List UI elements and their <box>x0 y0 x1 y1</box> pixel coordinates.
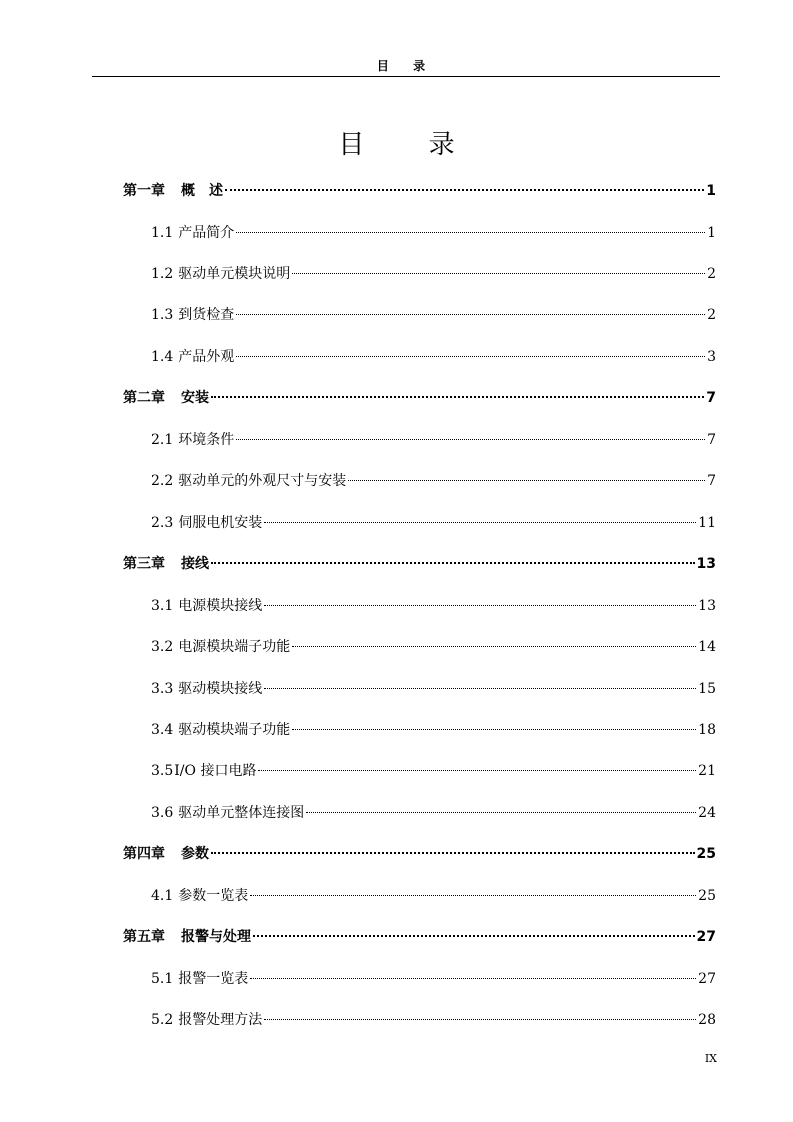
toc-entry-section[interactable] <box>151 304 716 326</box>
leader-dots <box>250 978 696 979</box>
leader-dots <box>253 935 695 937</box>
leader-dots <box>264 522 696 523</box>
toc-entry-section[interactable] <box>151 595 716 617</box>
toc-entry-page: 13 <box>698 598 716 614</box>
toc-entry-section[interactable] <box>151 760 716 782</box>
toc-entry-title: 驱动模块接线 <box>178 681 263 697</box>
toc-entry-title: 接线 <box>181 556 209 572</box>
toc-entry-number: 2.3 <box>151 515 174 531</box>
leader-dots <box>225 189 704 191</box>
toc-entry-title: I/O 接口电路 <box>174 763 257 779</box>
toc-entry-page: 14 <box>698 639 716 655</box>
toc-entry-number: 3.1 <box>151 598 174 614</box>
toc-entry-title: 伺服电机安装 <box>178 515 263 531</box>
leader-dots <box>250 895 696 896</box>
toc-entry-page: 2 <box>707 266 716 282</box>
leader-dots <box>264 605 696 606</box>
toc-entry-title: 报警一览表 <box>178 971 249 987</box>
leader-dots <box>306 812 696 813</box>
leader-dots <box>348 480 705 481</box>
toc-entry-number: 3.3 <box>151 681 174 697</box>
toc-entry-number: 1.4 <box>151 349 174 365</box>
toc-entry-number: 4.1 <box>151 888 174 904</box>
toc-entry-page: 7 <box>707 432 716 448</box>
toc-entry-title: 安装 <box>181 390 209 406</box>
toc-entry-section[interactable] <box>151 885 716 907</box>
toc-entry-page: 25 <box>696 846 716 862</box>
header-rule <box>92 76 720 77</box>
toc-entry-page: 28 <box>698 1012 716 1028</box>
toc-entry-title: 产品外观 <box>178 349 235 365</box>
toc-entry-page: 27 <box>698 971 716 987</box>
toc-entry-section[interactable] <box>151 802 716 824</box>
toc-entry-page: 11 <box>698 515 716 531</box>
toc-entry-section[interactable] <box>151 678 716 700</box>
toc-entry-title: 到货检查 <box>178 307 235 323</box>
toc-entry-chapter[interactable] <box>123 180 716 202</box>
toc-entry-title: 驱动模块端子功能 <box>178 722 291 738</box>
toc-entry-page: 13 <box>696 556 716 572</box>
toc-entry-section[interactable] <box>151 719 716 741</box>
toc-entry-number: 1.3 <box>151 307 174 323</box>
toc-entry-title: 电源模块接线 <box>178 598 263 614</box>
toc-entry-number: 3.4 <box>151 722 174 738</box>
toc-entry-title: 概 述 <box>181 183 223 199</box>
toc-entry-number: 1.1 <box>151 225 174 241</box>
toc-entry-page: 3 <box>707 349 716 365</box>
leader-dots <box>292 729 696 730</box>
leader-dots <box>292 646 696 647</box>
toc-entry-title: 驱动单元整体连接图 <box>178 805 305 821</box>
toc-entry-title: 参数 <box>181 846 209 862</box>
toc-entry-page: 1 <box>706 183 716 199</box>
toc-entry-page: 2 <box>707 307 716 323</box>
leader-dots <box>292 273 705 274</box>
toc-entry-title: 报警处理方法 <box>178 1012 263 1028</box>
leader-dots <box>211 396 704 398</box>
running-header: 目 录 <box>376 59 436 73</box>
leader-dots <box>211 852 695 854</box>
toc-entry-number: 第一章 <box>123 183 165 199</box>
toc-entry-section[interactable] <box>151 470 716 492</box>
toc-entry-section[interactable] <box>151 968 716 990</box>
leader-dots <box>236 356 705 357</box>
toc-entry-number: 5.1 <box>151 971 174 987</box>
toc-entry-chapter[interactable] <box>123 387 716 409</box>
toc-entry-title: 产品简介 <box>178 225 235 241</box>
toc-entry-page: 1 <box>707 225 716 241</box>
toc-entry-number: 第三章 <box>123 556 165 572</box>
toc-entry-number: 1.2 <box>151 266 174 282</box>
toc-entry-section[interactable] <box>151 1009 716 1031</box>
toc-entry-section[interactable] <box>151 346 716 368</box>
toc-entry-chapter[interactable] <box>123 553 716 575</box>
toc-entry-number: 第四章 <box>123 846 165 862</box>
leader-dots <box>236 439 705 440</box>
toc-entry-title: 驱动单元的外观尺寸与安装 <box>178 473 347 489</box>
toc-entry-page: 25 <box>698 888 716 904</box>
toc-entry-number: 5.2 <box>151 1012 174 1028</box>
toc-entry-number: 第二章 <box>123 390 165 406</box>
toc-entry-section[interactable] <box>151 222 716 244</box>
toc-entry-section[interactable] <box>151 263 716 285</box>
page-number: IX <box>704 1052 717 1065</box>
toc-entry-number: 3.6 <box>151 805 174 821</box>
toc-entry-title: 报警与处理 <box>181 929 251 945</box>
toc-entry-title: 驱动单元模块说明 <box>178 266 291 282</box>
toc-entry-section[interactable] <box>151 429 716 451</box>
toc-entry-page: 21 <box>698 763 716 779</box>
toc-entry-title: 参数一览表 <box>178 888 249 904</box>
toc-entry-number: 第五章 <box>123 929 165 945</box>
toc-entry-section[interactable] <box>151 512 716 534</box>
toc-entry-number: 3.5 <box>151 763 174 779</box>
leader-dots <box>236 314 705 315</box>
toc-entry-page: 24 <box>698 805 716 821</box>
toc-entry-title: 环境条件 <box>178 432 235 448</box>
leader-dots <box>258 770 696 771</box>
toc-entry-title: 电源模块端子功能 <box>178 639 291 655</box>
toc-entry-number: 2.1 <box>151 432 174 448</box>
toc-entry-number: 3.2 <box>151 639 174 655</box>
leader-dots <box>264 1019 696 1020</box>
leader-dots <box>236 232 705 233</box>
toc-entry-page: 7 <box>707 473 716 489</box>
toc-entry-chapter[interactable] <box>123 926 716 948</box>
toc-entry-section[interactable] <box>151 636 716 658</box>
toc-entry-page: 7 <box>706 390 716 406</box>
leader-dots <box>211 562 695 564</box>
toc-entry-chapter[interactable] <box>123 843 716 865</box>
toc-entry-page: 15 <box>698 681 716 697</box>
toc-entry-page: 27 <box>696 929 716 945</box>
toc-title: 目 录 <box>338 130 483 160</box>
toc-entry-number: 2.2 <box>151 473 174 489</box>
toc-entry-page: 18 <box>698 722 716 738</box>
leader-dots <box>264 688 696 689</box>
